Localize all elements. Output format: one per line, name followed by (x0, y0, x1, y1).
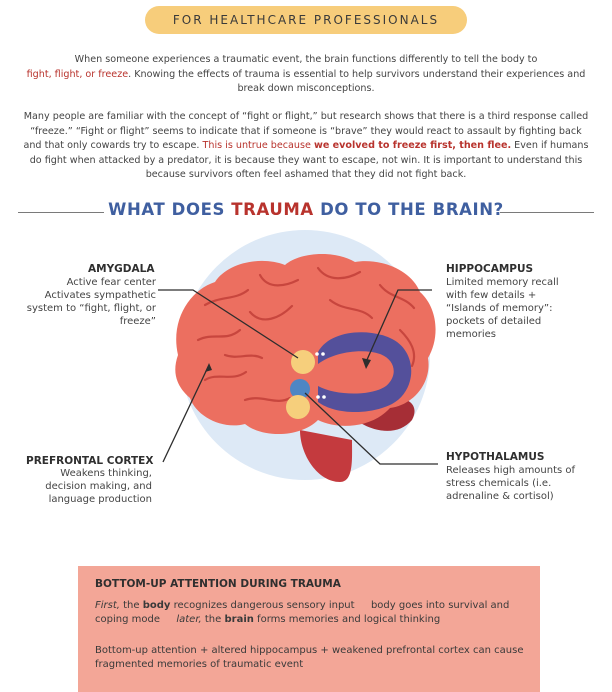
amygdala-line: system to “fight, flight, or (26, 303, 156, 314)
panel-sequence-text (95, 599, 527, 627)
amygdala-line: Activates sympathetic (44, 290, 156, 301)
panel-title: BOTTOM-UP ATTENTION DURING TRAUMA (95, 578, 341, 590)
amygdala-title: AMYGDALA (88, 263, 155, 275)
later-word: later, (176, 614, 202, 625)
intro-text: When someone experiences a traumatic event, the brain functions differently to tell the body to (74, 54, 538, 65)
freeze-highlight: This is untrue because (202, 140, 314, 151)
amygdala-line: freeze” (119, 316, 156, 327)
prefrontal-title: PREFRONTAL CORTEX (26, 455, 154, 467)
panel-text: forms memories and logical thinking (253, 614, 441, 625)
sparkle (321, 352, 325, 356)
panel-text: recognizes dangerous sensory input (170, 600, 355, 611)
amygdala-dot-lower (286, 395, 310, 419)
prefrontal-line: language production (48, 494, 152, 505)
hippocampus-description (446, 276, 596, 341)
hypothalamus-description (446, 464, 606, 503)
hippocampus-line: Limited memory recall (446, 277, 559, 288)
hippocampus-line: pockets of detailed (446, 316, 542, 327)
hippocampus-title: HIPPOCAMPUS (446, 263, 534, 275)
amygdala-description (16, 276, 156, 328)
first-word: First, (95, 600, 120, 611)
freeze-text: Many people are familiar with the concept of “fight or flight,” but research shows that there is a third response called “freeze.” “Fight or flight” seems to indicate that if someone is “brave” they would react to assault by fighting back and that only cowards try to escape. (23, 111, 589, 151)
hippocampus-line: with few details + (446, 290, 537, 301)
amygdala-dot (291, 350, 315, 374)
amygdala-line: Active fear center (66, 277, 156, 288)
prefrontal-line: decision making, and (45, 481, 152, 492)
hypothalamus-title: HYPOTHALAMUS (446, 451, 545, 463)
intro-text-end: . Knowing the effects of trauma is essential to help survivors understand their experiences and break down misconceptions. (128, 68, 586, 94)
hippocampus-line: “Islands of memory”: (446, 303, 553, 314)
freeze-emphasis: we evolved to freeze first, then flee. (313, 140, 512, 151)
body-word: body (142, 600, 171, 611)
panel-summary-text: Bottom-up attention + altered hippocampus + weakened prefrontal cortex can cause fragmented memories of traumatic event (95, 645, 524, 670)
hippocampus-line: memories (446, 329, 497, 340)
sparkle (315, 352, 319, 356)
banner: FOR HEALTHCARE PROFESSIONALS (145, 6, 467, 34)
hypothalamus-line: adrenaline & cortisol) (446, 491, 554, 502)
prefrontal-line: Weakens thinking, (60, 468, 152, 479)
hypothalamus-line: stress chemicals (i.e. (446, 478, 552, 489)
sparkle (316, 395, 320, 399)
heading-post: DO TO THE BRAIN? (313, 200, 504, 219)
heading-emphasis: TRAUMA (231, 200, 314, 219)
panel-text: the (201, 614, 225, 625)
prefrontal-description (16, 467, 152, 506)
panel-text: body goes into survival and coping mode (95, 600, 510, 625)
sparkle (322, 395, 326, 399)
panel-text: the (119, 600, 143, 611)
intro-highlight: fight, flight, or freeze (26, 68, 129, 80)
brain-word: brain (224, 614, 254, 625)
hypothalamus-line: Releases high amounts of (446, 465, 576, 476)
trauma-attention-panel (78, 566, 540, 692)
heading-pre: WHAT DOES (108, 200, 232, 219)
freeze-text-end: Even if humans do fight when attacked by a predator, it is because they want to escape, not win. It is important to understand this because survivors often feel ashamed that they did not fight back. (29, 140, 589, 180)
